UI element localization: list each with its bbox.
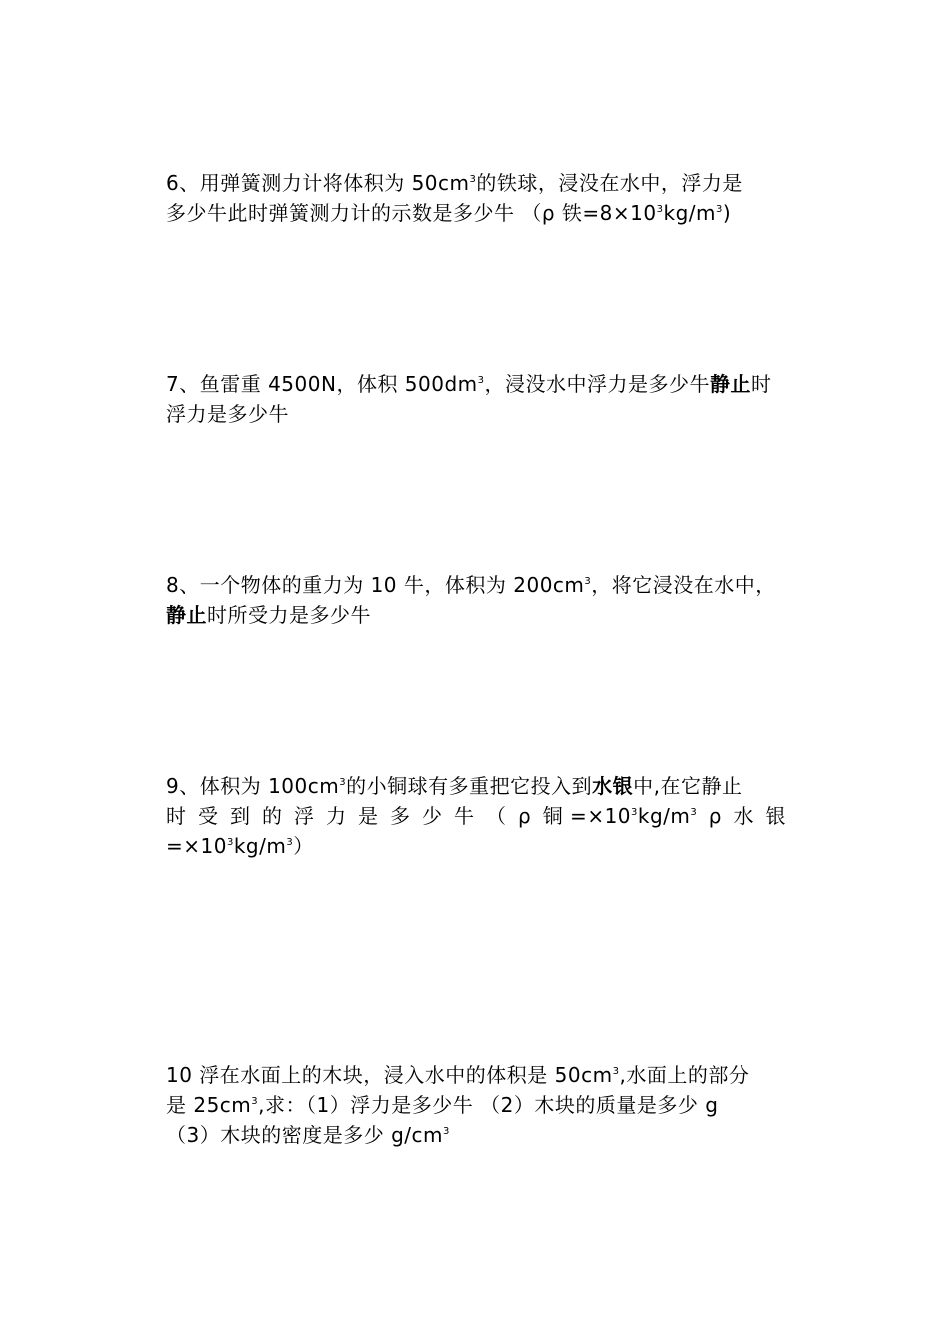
question-6 — [166, 168, 786, 228]
question-9-line-3: $=\times 10^3kg/m^3$） — [166, 834, 314, 858]
emphasis-static: 静止 — [166, 603, 207, 627]
question-9-line-2: 时 受 到 的 浮 力 是 多 少 牛 （ ρ 铜 $=\times 10^3kg/m^3$ ρ 水 银 — [166, 804, 786, 828]
question-10-line-2: 是 $25cm^3$,求：（1）浮力是多少牛 （2）木块的质量是多少 g — [166, 1093, 719, 1117]
question-8-line-2: 静止时所受力是多少牛 — [166, 603, 371, 627]
emphasis-mercury: 水银 — [592, 774, 634, 798]
question-9 — [166, 771, 786, 861]
question-7 — [166, 369, 786, 429]
question-10-line-3: （3）木块的密度是多少 $g/cm^3$ — [166, 1123, 450, 1147]
question-6-line-2: 多少牛此时弹簧测力计的示数是多少牛 （ρ 铁$=8\times 10^3kg/m^3$) — [166, 201, 732, 225]
emphasis-static: 静止 — [710, 372, 752, 396]
question-7-line-2: 浮力是多少牛 — [166, 402, 289, 426]
question-7-line-1: 7、鱼雷重 4500N，体积 $500dm^3$，浸没水中浮力是多少牛静止时 — [166, 372, 772, 396]
question-8-line-1: 8、一个物体的重力为 10 牛，体积为 $200cm^3$，将它浸没在水中， — [166, 573, 776, 597]
question-9-line-1: 9、体积为 $100cm^3$的小铜球有多重把它投入到水银中,在它静止 — [166, 774, 743, 798]
question-8 — [166, 570, 786, 630]
question-6-line-1: 6、用弹簧测力计将体积为 $50cm^3$的铁球，浸没在水中，浮力是 — [166, 171, 743, 195]
question-10 — [166, 1060, 786, 1150]
question-10-line-1: 10 浮在水面上的木块，浸入水中的体积是 $50cm^3$,水面上的部分 — [166, 1063, 750, 1087]
